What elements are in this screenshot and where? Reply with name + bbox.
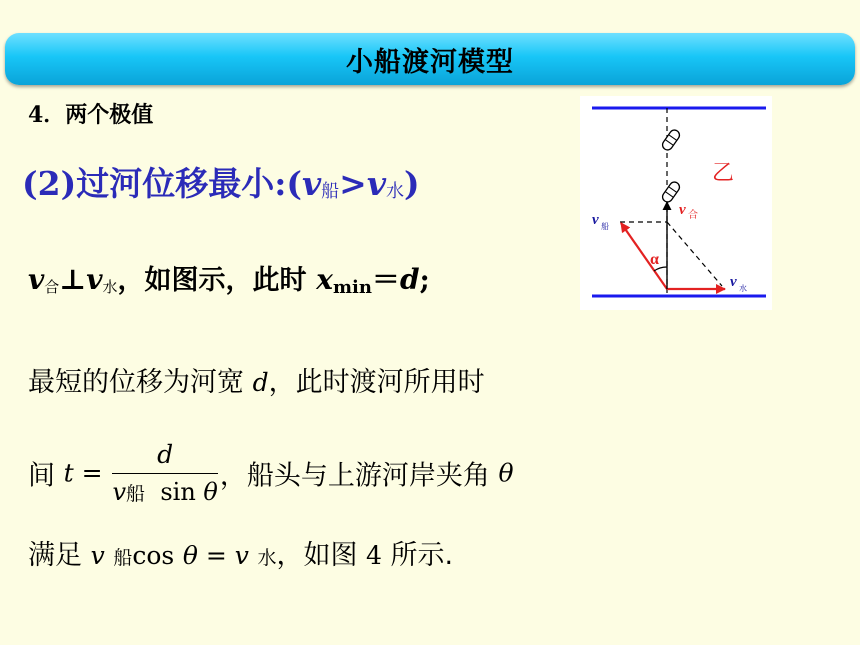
den-sin: sin (160, 478, 196, 506)
title-banner (5, 33, 855, 85)
label-yi: 乙 (712, 160, 735, 185)
line3-sub-boat: 船 (113, 547, 133, 569)
line1-text-b: ，此时渡河所用时 (268, 367, 485, 398)
paragraph-line-3 (28, 533, 453, 572)
fraction-numerator: d (112, 440, 217, 474)
fraction-denominator (112, 474, 217, 506)
line3-cos: cos (132, 541, 175, 570)
boat-icon-lower (661, 180, 682, 204)
cond-x: x (316, 263, 333, 296)
cond-sub-water: 水 (102, 278, 118, 296)
label-v-boat: v (592, 212, 599, 228)
cond-v-he: v (28, 263, 45, 296)
condition-formula (28, 258, 430, 298)
v-boat-arrow (621, 223, 667, 289)
section-heading: 4．两个极值 (28, 102, 154, 128)
line3-v-boat: v (90, 541, 105, 570)
line3-figure-number: 4 (366, 541, 382, 570)
line3-theta: θ (182, 541, 198, 570)
den-v: v (112, 478, 127, 506)
line3-text-b: ，如图 (276, 540, 358, 571)
label-v-water: v (730, 274, 737, 290)
boat-icon-upper (661, 128, 682, 152)
den-sub: 船 (126, 483, 146, 505)
cond-sub-he: 合 (44, 278, 60, 296)
line2-eq: = (73, 458, 111, 488)
heading-sub-boat: 船 (321, 181, 340, 202)
heading-prefix: (2)过河位移最小:( (22, 164, 302, 203)
cond-text: ，如图示，此时 (117, 265, 307, 296)
den-theta: θ (203, 478, 218, 506)
river-crossing-diagram (580, 96, 772, 310)
heading-v-boat: v (301, 164, 322, 203)
line3-v-water: v (234, 541, 249, 570)
label-v-boat-sub: 船 (601, 222, 609, 231)
subsection-heading (22, 158, 420, 205)
cond-d: d (399, 263, 420, 296)
line2-t: t (63, 458, 74, 488)
diagram-svg (580, 96, 772, 310)
line1-d: d (252, 368, 269, 397)
paragraph-line-1 (28, 360, 485, 399)
cond-eq: ＝ (371, 263, 400, 296)
page-title: 小船渡河模型 (346, 46, 514, 78)
time-fraction (112, 440, 217, 506)
line3-sub-water: 水 (257, 547, 277, 569)
line3-text-c: 所示. (390, 540, 454, 571)
line3-eq: = (197, 541, 235, 570)
heading-gt: > (339, 164, 367, 203)
line2-text-a: 间 (28, 460, 55, 492)
label-v-water-sub: 水 (739, 284, 747, 293)
line2-theta: θ (498, 458, 514, 488)
line2-text-b: ，船头与上游河岸夹角 (219, 460, 490, 492)
label-alpha: α (650, 251, 659, 268)
heading-v-water: v (366, 164, 387, 203)
cond-perp: ⊥ (59, 263, 87, 296)
parallelogram-dashed (667, 222, 722, 286)
heading-sub-water: 水 (386, 181, 405, 202)
label-v-resultant-sub: 合 (688, 210, 698, 221)
cond-end: ; (419, 263, 430, 296)
heading-suffix: ) (404, 164, 420, 203)
line3-text-a: 满足 (28, 540, 82, 571)
label-v-resultant: v (679, 202, 686, 218)
line1-text-a: 最短的位移为河宽 (28, 367, 244, 398)
paragraph-line-2 (28, 440, 514, 506)
cond-xsub: min (332, 277, 372, 298)
cond-v-water: v (86, 263, 103, 296)
